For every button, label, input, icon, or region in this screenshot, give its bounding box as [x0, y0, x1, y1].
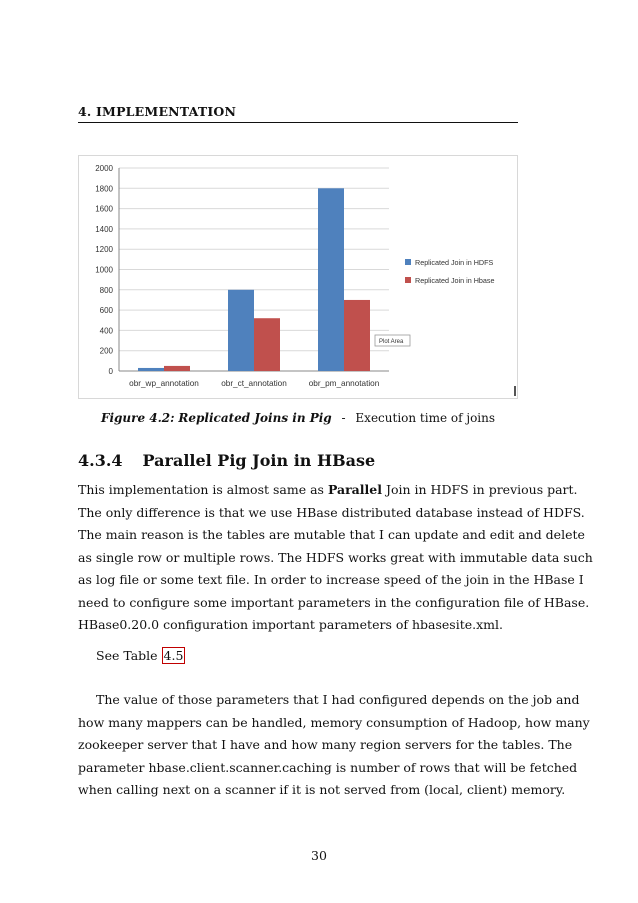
see-table-text: See Table: [96, 648, 162, 663]
paragraph-line: This implementation is almost same as Parallel Join in HDFS in previous part.: [78, 482, 578, 497]
caption-separator: -: [341, 411, 346, 425]
caption-title: Replicated Joins in Pig: [178, 411, 332, 425]
y-tick-label: 2000: [95, 164, 113, 173]
paragraph-1: [78, 479, 593, 637]
bar-hdfs: [138, 368, 164, 371]
paragraph-line: HBase0.20.0 configuration important parameters of hbasesite.xml.: [78, 617, 503, 632]
section-number: 4.3.4: [78, 451, 123, 470]
y-tick-label: 1000: [95, 265, 113, 275]
paragraph-line: how many mappers can be handled, memory consumption of Hadoop, how many: [78, 714, 590, 730]
x-category-label: obr_pm_annotation: [308, 379, 380, 388]
page-number: 30: [311, 848, 327, 863]
y-tick-label: 1600: [95, 204, 113, 214]
figure-chart: [78, 155, 518, 399]
figure-caption: [78, 411, 518, 425]
y-tick-label: 1200: [95, 245, 113, 255]
legend-swatch: [405, 277, 411, 283]
y-tick-label: 1400: [95, 224, 113, 234]
y-tick-label: 600: [99, 306, 113, 316]
paragraph-line: as log file or some text file. In order to increase speed of the join in the HBase I: [78, 572, 584, 587]
legend-label: Replicated Join in Hbase: [415, 276, 495, 285]
header-rule: [78, 122, 518, 123]
y-tick-label: 0: [108, 367, 113, 376]
paragraph-line: when calling next on a scanner if it is not served from (local, client) memory.: [78, 782, 566, 797]
paragraph-line: zookeeper server that I have and how many region servers for the tables. The: [78, 737, 573, 752]
running-head: 4. IMPLEMENTATION: [78, 104, 237, 119]
bar-hbase: [344, 300, 370, 371]
legend-swatch: [405, 259, 411, 265]
caption-text: Execution time of joins: [355, 411, 496, 425]
bar-hbase: [164, 366, 190, 371]
bar-hdfs: [228, 290, 254, 371]
bar-chart: [79, 156, 517, 398]
y-tick-label: 1800: [95, 184, 113, 194]
y-tick-label: 400: [99, 326, 113, 336]
table-reference-link[interactable]: 4.5: [163, 648, 184, 663]
section-heading: [78, 451, 375, 470]
x-category-label: obr_ct_annotation: [221, 379, 287, 388]
paragraph-2: [78, 689, 590, 802]
paragraph-line: The value of those parameters that I had configured depends on the job and: [96, 692, 580, 707]
y-tick-label: 200: [99, 346, 113, 356]
x-category-label: obr_wp_annotation: [129, 379, 199, 388]
see-table-line: [96, 645, 516, 668]
legend-label: Replicated Join in HDFS: [415, 258, 494, 267]
paragraph-line: need to configure some important parameters in the configuration file of HBase.: [78, 594, 590, 610]
paragraph-line: The only difference is that we use HBase distributed database instead of HDFS.: [78, 504, 585, 520]
caption-label: Figure 4.2:: [100, 411, 175, 425]
section-title: Parallel Pig Join in HBase: [142, 451, 376, 470]
paragraph-line: The main reason is the tables are mutable that I can update and edit and delete: [78, 527, 585, 542]
paragraph-line: as single row or multiple rows. The HDFS works great with immutable data such: [78, 549, 593, 565]
paragraph-line: parameter hbase.client.scanner.caching is number of rows that will be fetched: [78, 759, 578, 775]
y-tick-label: 800: [99, 285, 113, 295]
bar-hbase: [254, 318, 280, 371]
bar-hdfs: [318, 188, 344, 371]
plot-area-tooltip-text: Plot Area: [379, 339, 404, 345]
